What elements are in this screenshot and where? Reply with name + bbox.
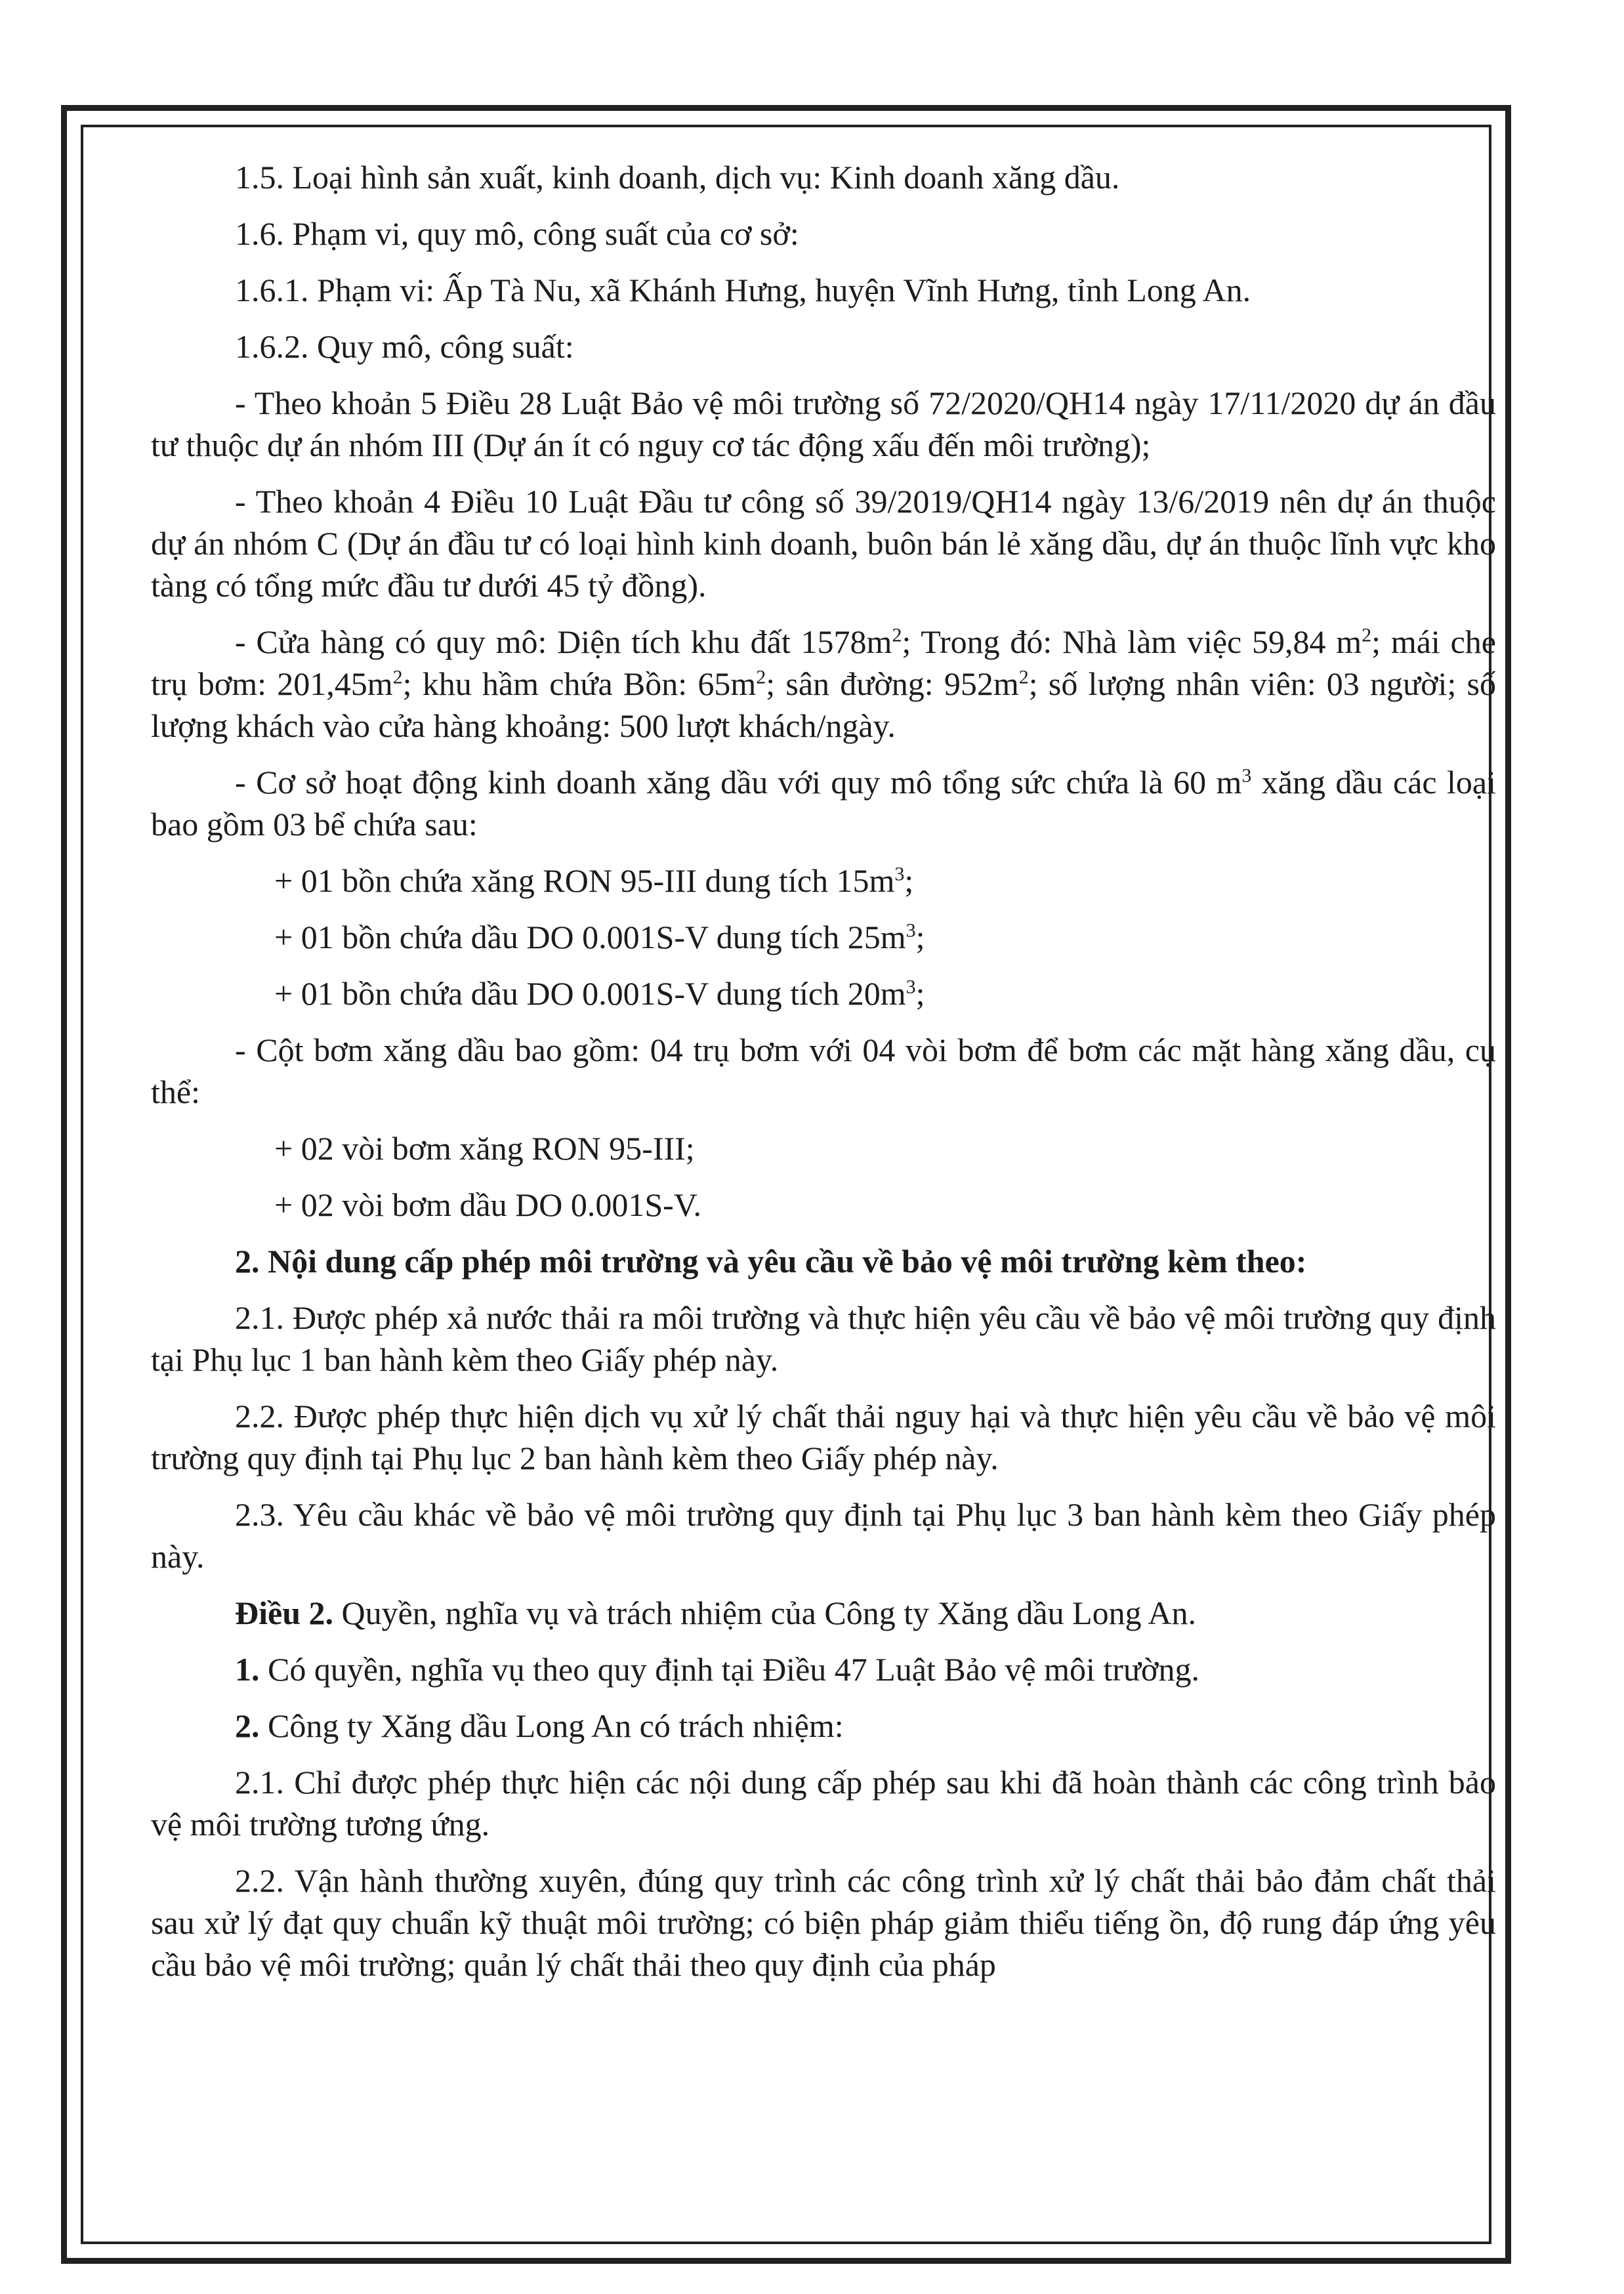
tank-item — [151, 860, 1496, 902]
superscript: 3 — [906, 919, 916, 942]
superscript: 2 — [1362, 624, 1372, 646]
tank-end: ; — [915, 975, 925, 1012]
quy-mo-text-1: - Cửa hàng có quy mô: Diện tích khu đất 1578m — [235, 623, 892, 660]
item-number: 1. — [235, 1651, 260, 1688]
tank-text: + 01 bồn chứa dầu DO 0.001S-V dung tích 25m — [274, 919, 906, 955]
quy-mo-text-4: ; khu hầm chứa Bồn: 65m — [402, 665, 757, 702]
pump-item: + 02 vòi bơm xăng RON 95-III; — [274, 1130, 695, 1167]
suc-chua-text-2: xăng dầu các loại bao gồm 03 bể chứa sau: — [151, 764, 1497, 843]
superscript: 2 — [1018, 666, 1029, 688]
section-2-2: 2.2. Được phép thực hiện dịch vụ xử lý chất thải nguy hại và thực hiện yêu cầu về bảo vệ môi trường quy định tại Phụ lục 2 ban hành kèm theo Giấy phép này. — [151, 1398, 1496, 1476]
document-body — [151, 156, 1496, 2000]
superscript: 2 — [756, 666, 766, 688]
suc-chua-text-1: - Cơ sở hoạt động kinh doanh xăng dầu với quy mô tổng sức chứa là 60 m — [235, 764, 1242, 801]
article-2-item-2-1: 2.1. Chỉ được phép thực hiện các nội dung cấp phép sau khi đã hoàn thành các công trình bảo vệ môi trường tương ứng. — [151, 1764, 1496, 1843]
item-text: Có quyền, nghĩa vụ theo quy định tại Điều 47 Luật Bảo vệ môi trường. — [259, 1651, 1199, 1688]
article-2-heading — [151, 1592, 1496, 1634]
quy-mo-text-3: ; mái che trụ bơm: 201,45m — [151, 623, 1496, 702]
article-2-title: Quyền, nghĩa vụ và trách nhiệm của Công ty Xăng dầu Long An. — [333, 1595, 1196, 1631]
superscript: 2 — [392, 666, 403, 688]
section-1-6-1: 1.6.1. Phạm vi: Ấp Tà Nu, xã Khánh Hưng, huyện Vĩnh Hưng, tỉnh Long An. — [235, 272, 1251, 308]
superscript: 2 — [892, 624, 902, 646]
pump-item: + 02 vòi bơm dầu DO 0.001S-V. — [274, 1186, 701, 1223]
tank-end: ; — [904, 862, 914, 899]
tank-text: + 01 bồn chứa dầu DO 0.001S-V dung tích 20m — [274, 975, 906, 1012]
section-1-6: 1.6. Phạm vi, quy mô, công suất của cơ sở: — [235, 215, 799, 252]
paragraph-suc-chua — [151, 761, 1496, 845]
section-2-1: 2.1. Được phép xả nước thải ra môi trường và thực hiện yêu cầu về bảo vệ môi trường quy định tại Phụ lục 1 ban hành kèm theo Giấy phép này. — [151, 1299, 1496, 1378]
tank-item — [151, 972, 1496, 1014]
superscript: 3 — [906, 976, 916, 998]
section-2-3: 2.3. Yêu cầu khác về bảo vệ môi trường quy định tại Phụ lục 3 ban hành kèm theo Giấy phép này. — [151, 1496, 1496, 1575]
article-2-label: Điều 2. — [235, 1595, 333, 1631]
item-text: Công ty Xăng dầu Long An có trách nhiệm: — [259, 1707, 844, 1744]
article-2-item-1 — [151, 1648, 1496, 1690]
article-2-item-2-2: 2.2. Vận hành thường xuyên, đúng quy trình các công trình xử lý chất thải bảo đảm chất thải sau xử lý đạt quy chuẩn kỹ thuật môi trường; có biện pháp giảm thiểu tiếng ồn, độ rung đáp ứng yêu cầu bảo vệ môi trường; quản lý chất thải theo quy định của pháp — [151, 1862, 1496, 1983]
tank-item — [151, 916, 1496, 958]
quy-mo-text-2: ; Trong đó: Nhà làm việc 59,84 m — [902, 623, 1362, 660]
paragraph-cot-bom: - Cột bơm xăng dầu bao gồm: 04 trụ bơm với 04 vòi bơm để bơm các mặt hàng xăng dầu, cụ thể: — [151, 1032, 1496, 1110]
section-1-5: 1.5. Loại hình sản xuất, kinh doanh, dịch vụ: Kinh doanh xăng dầu. — [235, 159, 1120, 196]
section-1-6-2: 1.6.2. Quy mô, công suất: — [235, 328, 574, 365]
superscript: 3 — [894, 863, 905, 885]
quy-mo-text-5: ; sân đường: 952m — [766, 665, 1019, 702]
item-number: 2. — [235, 1707, 260, 1744]
paragraph-theo-khoan-5: - Theo khoản 5 Điều 28 Luật Bảo vệ môi trường số 72/2020/QH14 ngày 17/11/2020 dự án đầu tư thuộc dự án nhóm III (Dự án ít có nguy cơ tác động xấu đến môi trường); — [151, 385, 1496, 463]
paragraph-theo-khoan-4: - Theo khoản 4 Điều 10 Luật Đầu tư công số 39/2019/QH14 ngày 13/6/2019 nên dự án thuộc dự án nhóm C (Dự án đầu tư có loại hình kinh doanh, buôn bán lẻ xăng dầu, dự án thuộc lĩnh vực kho tàng có tổng mức đầu tư dưới 45 tỷ đồng). — [151, 483, 1496, 604]
tank-end: ; — [915, 919, 925, 955]
section-2-heading: 2. Nội dung cấp phép môi trường và yêu cầu về bảo vệ môi trường kèm theo: — [235, 1243, 1307, 1280]
quy-mo-text-6: ; số lượng nhân viên: 03 người; số lượng khách vào cửa hàng khoảng: 500 lượt khách/ngày. — [151, 665, 1497, 744]
article-2-item-2 — [151, 1705, 1496, 1747]
paragraph-quy-mo — [151, 621, 1496, 747]
superscript: 3 — [1241, 764, 1252, 787]
tank-text: + 01 bồn chứa xăng RON 95-III dung tích 15m — [274, 862, 895, 899]
